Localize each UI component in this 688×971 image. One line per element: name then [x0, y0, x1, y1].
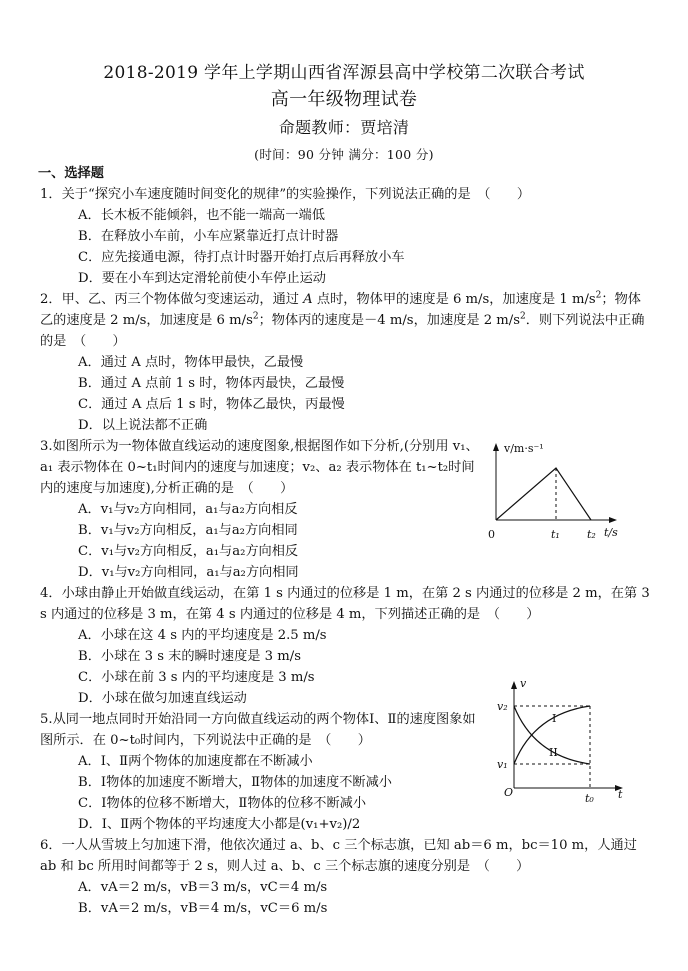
question-4-stem: 4．小球由静止开始做直线运动，在第 1 s 内通过的位移是 1 m，在第 2 s 内通过的位移是 2 m，在第 3 s 内通过的位移是 3 m，在第 4 s 内通过的位移是 4 m，下列描述正确的是 （ ） [40, 586, 650, 622]
question-1-stem: 1．关于“探究小车速度随时间变化的规律”的实验操作，下列说法正确的是 （ ） [40, 187, 531, 202]
fig2-curve-ii-label: II [549, 746, 558, 759]
fig1-velocity-line [496, 468, 591, 520]
question-1-option-a: A．长木板不能倾斜，也不能一端高一端低 [78, 208, 325, 223]
question-5-option-a: A．Ⅰ、Ⅱ两个物体的加速度都在不断减小 [78, 754, 313, 769]
q2-sup-2: 2 [252, 311, 259, 322]
exam-meta: (时间：90 分钟 满分：100 分) [254, 147, 434, 162]
question-4-option-d: D．小球在做匀加速直线运动 [78, 691, 247, 706]
fig1-t2-label: t₂ [587, 528, 596, 541]
q2-part-1: 2．甲、乙、丙三个物体做匀变速运动，通过 [40, 292, 304, 307]
question-2-option-d: D．以上说法都不正确 [78, 418, 208, 433]
question-4-option-a: A．小球在这 4 s 内的平均速度是 2.5 m/s [78, 628, 327, 643]
fig2-v1-label: v₁ [497, 758, 508, 771]
q2-part-7: ；物体丙的速度是－4 m/s，加速度是 2 m/s [258, 313, 521, 328]
question-6-stem: 6．一人从雪坡上匀加速下滑，他依次通过 a、b、c 三个标志旗，已知 ab＝6 m，bc＝10 m，人通过 ab 和 bc 所用时间都等于 2 s，则人过 a、b、c 三个标志旗的速度分别是 （ ） [40, 838, 637, 874]
exam-title: 2018-2019 学年上学期山西省浑源县高中学校第二次联合考试 [103, 63, 585, 83]
question-1-option-d: D．要在小车到达定滑轮前使小车停止运动 [78, 271, 326, 286]
question-2-option-a: A．通过 A 点时，物体甲最快，乙最慢 [78, 355, 304, 370]
question-2-option-b: B．通过 A 点前 1 s 时，物体丙最快，乙最慢 [78, 376, 345, 391]
question-5-option-c: C．Ⅰ物体的位移不断增大，Ⅱ物体的位移不断减小 [78, 796, 367, 811]
question-4-option-c: C．小球在前 3 s 内的平均速度是 3 m/s [78, 670, 315, 685]
question-1-option-b: B．在释放小车前，小车应紧靠近打点计时器 [78, 229, 339, 244]
question-3-option-a: A．v₁与v₂方向相同，a₁与a₂方向相反 [78, 502, 298, 517]
fig2-origin-label: O [504, 786, 514, 799]
question-3-option-b: B．v₁与v₂方向相反，a₁与a₂方向相同 [78, 523, 298, 538]
q2-point-label: A [303, 292, 313, 307]
question-4-option-b: B．小球在 3 s 末的瞬时速度是 3 m/s [78, 649, 301, 664]
fig1-t1-label: t₁ [551, 528, 560, 541]
question-3-option-d: D．v₁与v₂方向相同，a₁与a₂方向相同 [78, 565, 299, 580]
fig1-y-label: v/m·s⁻¹ [504, 442, 544, 455]
question-1-option-c: C．应先接通电源，待打点计时器开始打点后再释放小车 [78, 250, 405, 265]
fig2-t0-label: t₀ [585, 792, 594, 805]
fig2-y-label: v [520, 677, 527, 690]
question-3-option-c: C．v₁与v₂方向相反，a₁与a₂方向相反 [78, 544, 299, 559]
fig1-x-label: t/s [604, 526, 618, 539]
q2-sup-3: 2 [520, 311, 526, 322]
question-list [40, 184, 652, 919]
question-5-stem: 5.从同一地点同时开始沿同一方向做直线运动的两个物体Ⅰ、Ⅱ的速度图象如图所示．在 0~t₀时间内，下列说法中正确的是 （ ） [40, 712, 476, 748]
fig1-x-arrow [609, 517, 617, 523]
exam-author: 命题教师：贾培清 [278, 118, 410, 137]
figure-1-vt-graph [486, 438, 626, 544]
question-2-option-c: C．通过 A 点后 1 s 时，物体乙最快，丙最慢 [78, 397, 345, 412]
question-6-option-a: A．vA＝2 m/s，vB＝3 m/s，vC＝4 m/s [78, 880, 328, 895]
question-5-option-d: D．Ⅰ、Ⅱ两个物体的平均速度大小都是(v₁+v₂)/2 [78, 817, 361, 832]
question-5-option-b: B．Ⅰ物体的加速度不断增大，Ⅱ物体的加速度不断减小 [78, 775, 392, 790]
fig2-x-label: t [618, 788, 623, 801]
question-2-stem [40, 289, 652, 352]
exam-subtitle: 高一年级物理试卷 [270, 89, 418, 110]
q2-part-9: ．则下列说法中正确的是 （ ） [40, 313, 645, 349]
fig1-y-arrow [493, 443, 499, 451]
question-6-option-b: B．vA＝2 m/s，vB＝4 m/s，vC＝6 m/s [78, 901, 328, 916]
figure-2-vt-graph [494, 674, 634, 806]
q2-sup-1: 2 [595, 290, 602, 301]
question-3-stem: 3.如图所示为一物体做直线运动的速度图象,根据图作如下分析,(分别用 v₁、a₁ 表示物体在 0~t₁时间内的速度与加速度；v₂、a₂ 表示物体在 t₁~t₂时间内的速度与加速度),分析正确的是 （ ） [40, 439, 479, 496]
fig2-y-arrow [511, 681, 517, 689]
section-title: 一、选择题 [38, 166, 104, 181]
fig2-v2-label: v₂ [497, 700, 508, 713]
q2-part-3: 点时，物体甲的速度是 6 m/s，加速度是 1 m/s [312, 292, 596, 307]
fig1-origin-label: 0 [488, 528, 495, 541]
q2-part-5: ；物体乙的速度是 2 m/s，加速度是 6 m/s [40, 292, 641, 328]
fig2-curve-i-label: I [552, 712, 557, 725]
